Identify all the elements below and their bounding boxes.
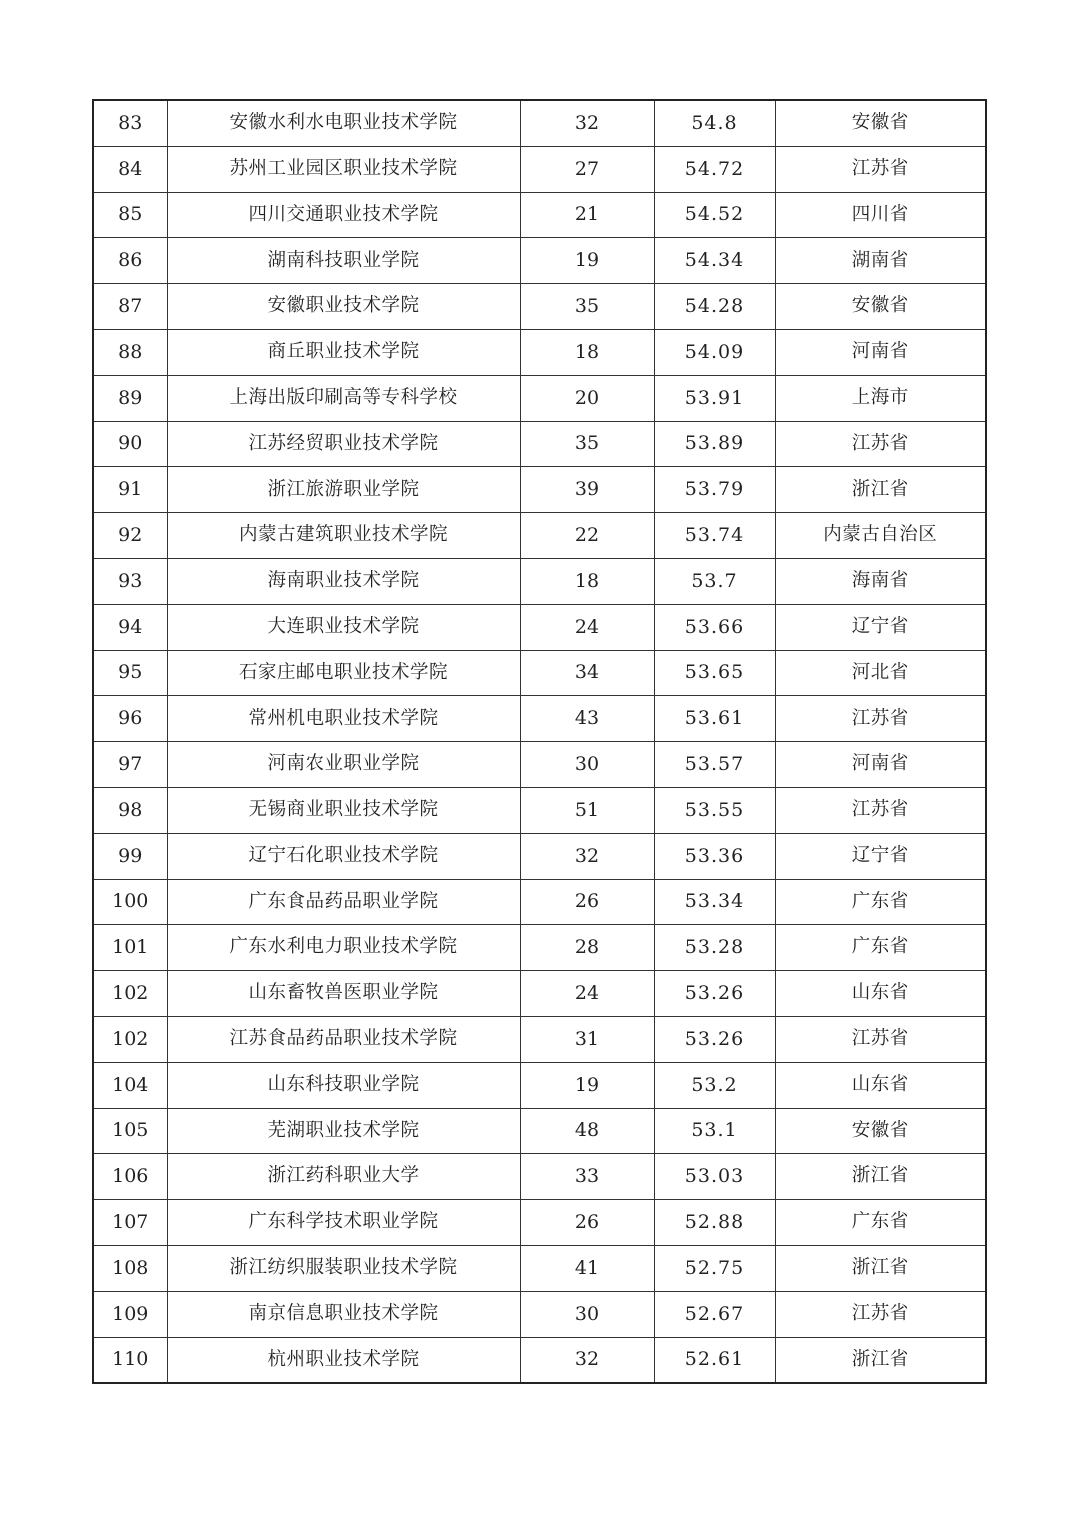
score-cell: 53.65 bbox=[654, 650, 775, 696]
score-cell: 53.1 bbox=[654, 1108, 775, 1154]
institution-name-cell: 商丘职业技术学院 bbox=[167, 329, 520, 375]
count-cell: 33 bbox=[520, 1154, 654, 1200]
rank-cell: 89 bbox=[93, 375, 167, 421]
count-cell: 21 bbox=[520, 192, 654, 238]
rank-cell: 102 bbox=[93, 1016, 167, 1062]
table-row bbox=[93, 971, 986, 1017]
rank-cell: 106 bbox=[93, 1154, 167, 1200]
score-cell: 54.8 bbox=[654, 100, 775, 146]
region-cell: 海南省 bbox=[775, 558, 986, 604]
region-cell: 安徽省 bbox=[775, 1108, 986, 1154]
count-cell: 22 bbox=[520, 513, 654, 559]
score-cell: 54.72 bbox=[654, 146, 775, 192]
rank-cell: 90 bbox=[93, 421, 167, 467]
table-row bbox=[93, 1337, 986, 1383]
score-cell: 54.52 bbox=[654, 192, 775, 238]
region-cell: 安徽省 bbox=[775, 100, 986, 146]
rank-cell: 104 bbox=[93, 1062, 167, 1108]
rank-cell: 100 bbox=[93, 879, 167, 925]
score-cell: 53.79 bbox=[654, 467, 775, 513]
count-cell: 51 bbox=[520, 787, 654, 833]
table-row bbox=[93, 146, 986, 192]
table-row bbox=[93, 421, 986, 467]
institution-name-cell: 石家庄邮电职业技术学院 bbox=[167, 650, 520, 696]
count-cell: 32 bbox=[520, 100, 654, 146]
region-cell: 湖南省 bbox=[775, 238, 986, 284]
table-row bbox=[93, 696, 986, 742]
institution-name-cell: 浙江旅游职业学院 bbox=[167, 467, 520, 513]
institution-name-cell: 江苏经贸职业技术学院 bbox=[167, 421, 520, 467]
count-cell: 24 bbox=[520, 604, 654, 650]
count-cell: 18 bbox=[520, 329, 654, 375]
institution-name-cell: 杭州职业技术学院 bbox=[167, 1337, 520, 1383]
table-row bbox=[93, 1200, 986, 1246]
region-cell: 广东省 bbox=[775, 1200, 986, 1246]
institution-name-cell: 江苏食品药品职业技术学院 bbox=[167, 1016, 520, 1062]
score-cell: 53.26 bbox=[654, 971, 775, 1017]
region-cell: 浙江省 bbox=[775, 1245, 986, 1291]
region-cell: 浙江省 bbox=[775, 1337, 986, 1383]
institution-name-cell: 广东水利电力职业技术学院 bbox=[167, 925, 520, 971]
rank-cell: 91 bbox=[93, 467, 167, 513]
rank-cell: 102 bbox=[93, 971, 167, 1017]
institution-name-cell: 芜湖职业技术学院 bbox=[167, 1108, 520, 1154]
score-cell: 53.55 bbox=[654, 787, 775, 833]
region-cell: 江苏省 bbox=[775, 696, 986, 742]
table-row bbox=[93, 833, 986, 879]
count-cell: 26 bbox=[520, 879, 654, 925]
count-cell: 24 bbox=[520, 971, 654, 1017]
institution-name-cell: 安徽职业技术学院 bbox=[167, 284, 520, 330]
rank-cell: 84 bbox=[93, 146, 167, 192]
table-row bbox=[93, 1062, 986, 1108]
rank-cell: 83 bbox=[93, 100, 167, 146]
score-cell: 54.09 bbox=[654, 329, 775, 375]
institution-name-cell: 湖南科技职业学院 bbox=[167, 238, 520, 284]
count-cell: 35 bbox=[520, 421, 654, 467]
table-row bbox=[93, 238, 986, 284]
score-cell: 52.67 bbox=[654, 1291, 775, 1337]
score-cell: 52.88 bbox=[654, 1200, 775, 1246]
table-row bbox=[93, 742, 986, 788]
region-cell: 安徽省 bbox=[775, 284, 986, 330]
rank-cell: 109 bbox=[93, 1291, 167, 1337]
table-row bbox=[93, 925, 986, 971]
count-cell: 19 bbox=[520, 238, 654, 284]
institution-name-cell: 四川交通职业技术学院 bbox=[167, 192, 520, 238]
score-cell: 53.28 bbox=[654, 925, 775, 971]
region-cell: 浙江省 bbox=[775, 1154, 986, 1200]
count-cell: 43 bbox=[520, 696, 654, 742]
region-cell: 江苏省 bbox=[775, 787, 986, 833]
count-cell: 39 bbox=[520, 467, 654, 513]
score-cell: 52.75 bbox=[654, 1245, 775, 1291]
ranking-table-body bbox=[93, 100, 986, 1383]
region-cell: 四川省 bbox=[775, 192, 986, 238]
institution-name-cell: 内蒙古建筑职业技术学院 bbox=[167, 513, 520, 559]
rank-cell: 97 bbox=[93, 742, 167, 788]
region-cell: 河北省 bbox=[775, 650, 986, 696]
region-cell: 江苏省 bbox=[775, 1291, 986, 1337]
count-cell: 19 bbox=[520, 1062, 654, 1108]
region-cell: 江苏省 bbox=[775, 146, 986, 192]
table-row bbox=[93, 1291, 986, 1337]
region-cell: 浙江省 bbox=[775, 467, 986, 513]
region-cell: 广东省 bbox=[775, 879, 986, 925]
institution-name-cell: 浙江药科职业大学 bbox=[167, 1154, 520, 1200]
institution-name-cell: 广东食品药品职业学院 bbox=[167, 879, 520, 925]
table-row bbox=[93, 1108, 986, 1154]
score-cell: 53.66 bbox=[654, 604, 775, 650]
table-row bbox=[93, 650, 986, 696]
ranking-table bbox=[92, 99, 987, 1384]
count-cell: 27 bbox=[520, 146, 654, 192]
region-cell: 内蒙古自治区 bbox=[775, 513, 986, 559]
institution-name-cell: 浙江纺织服装职业技术学院 bbox=[167, 1245, 520, 1291]
institution-name-cell: 无锡商业职业技术学院 bbox=[167, 787, 520, 833]
rank-cell: 99 bbox=[93, 833, 167, 879]
region-cell: 山东省 bbox=[775, 1062, 986, 1108]
region-cell: 山东省 bbox=[775, 971, 986, 1017]
region-cell: 河南省 bbox=[775, 742, 986, 788]
table-row bbox=[93, 375, 986, 421]
score-cell: 53.2 bbox=[654, 1062, 775, 1108]
institution-name-cell: 河南农业职业学院 bbox=[167, 742, 520, 788]
count-cell: 35 bbox=[520, 284, 654, 330]
table-row bbox=[93, 604, 986, 650]
rank-cell: 101 bbox=[93, 925, 167, 971]
count-cell: 18 bbox=[520, 558, 654, 604]
institution-name-cell: 苏州工业园区职业技术学院 bbox=[167, 146, 520, 192]
count-cell: 48 bbox=[520, 1108, 654, 1154]
table-row bbox=[93, 284, 986, 330]
institution-name-cell: 山东科技职业学院 bbox=[167, 1062, 520, 1108]
institution-name-cell: 海南职业技术学院 bbox=[167, 558, 520, 604]
region-cell: 江苏省 bbox=[775, 1016, 986, 1062]
region-cell: 辽宁省 bbox=[775, 604, 986, 650]
rank-cell: 86 bbox=[93, 238, 167, 284]
institution-name-cell: 上海出版印刷高等专科学校 bbox=[167, 375, 520, 421]
table-row bbox=[93, 100, 986, 146]
rank-cell: 92 bbox=[93, 513, 167, 559]
score-cell: 53.61 bbox=[654, 696, 775, 742]
table-row bbox=[93, 558, 986, 604]
rank-cell: 105 bbox=[93, 1108, 167, 1154]
table-row bbox=[93, 787, 986, 833]
score-cell: 53.57 bbox=[654, 742, 775, 788]
rank-cell: 88 bbox=[93, 329, 167, 375]
table-row bbox=[93, 329, 986, 375]
institution-name-cell: 南京信息职业技术学院 bbox=[167, 1291, 520, 1337]
score-cell: 53.89 bbox=[654, 421, 775, 467]
score-cell: 54.28 bbox=[654, 284, 775, 330]
rank-cell: 107 bbox=[93, 1200, 167, 1246]
count-cell: 41 bbox=[520, 1245, 654, 1291]
count-cell: 30 bbox=[520, 742, 654, 788]
count-cell: 26 bbox=[520, 1200, 654, 1246]
table-row bbox=[93, 192, 986, 238]
count-cell: 31 bbox=[520, 1016, 654, 1062]
count-cell: 28 bbox=[520, 925, 654, 971]
institution-name-cell: 广东科学技术职业学院 bbox=[167, 1200, 520, 1246]
institution-name-cell: 安徽水利水电职业技术学院 bbox=[167, 100, 520, 146]
region-cell: 河南省 bbox=[775, 329, 986, 375]
score-cell: 52.61 bbox=[654, 1337, 775, 1383]
score-cell: 53.34 bbox=[654, 879, 775, 925]
rank-cell: 93 bbox=[93, 558, 167, 604]
institution-name-cell: 大连职业技术学院 bbox=[167, 604, 520, 650]
region-cell: 辽宁省 bbox=[775, 833, 986, 879]
score-cell: 54.34 bbox=[654, 238, 775, 284]
rank-cell: 85 bbox=[93, 192, 167, 238]
rank-cell: 110 bbox=[93, 1337, 167, 1383]
table-row bbox=[93, 1245, 986, 1291]
rank-cell: 87 bbox=[93, 284, 167, 330]
rank-cell: 95 bbox=[93, 650, 167, 696]
institution-name-cell: 常州机电职业技术学院 bbox=[167, 696, 520, 742]
score-cell: 53.91 bbox=[654, 375, 775, 421]
rank-cell: 108 bbox=[93, 1245, 167, 1291]
count-cell: 30 bbox=[520, 1291, 654, 1337]
region-cell: 上海市 bbox=[775, 375, 986, 421]
table-row bbox=[93, 1154, 986, 1200]
count-cell: 32 bbox=[520, 833, 654, 879]
rank-cell: 98 bbox=[93, 787, 167, 833]
table-row bbox=[93, 467, 986, 513]
count-cell: 34 bbox=[520, 650, 654, 696]
rank-cell: 96 bbox=[93, 696, 167, 742]
table-row bbox=[93, 879, 986, 925]
table-row bbox=[93, 513, 986, 559]
rank-cell: 94 bbox=[93, 604, 167, 650]
institution-name-cell: 山东畜牧兽医职业学院 bbox=[167, 971, 520, 1017]
score-cell: 53.7 bbox=[654, 558, 775, 604]
region-cell: 江苏省 bbox=[775, 421, 986, 467]
score-cell: 53.36 bbox=[654, 833, 775, 879]
count-cell: 20 bbox=[520, 375, 654, 421]
region-cell: 广东省 bbox=[775, 925, 986, 971]
score-cell: 53.74 bbox=[654, 513, 775, 559]
count-cell: 32 bbox=[520, 1337, 654, 1383]
institution-name-cell: 辽宁石化职业技术学院 bbox=[167, 833, 520, 879]
table-row bbox=[93, 1016, 986, 1062]
score-cell: 53.03 bbox=[654, 1154, 775, 1200]
score-cell: 53.26 bbox=[654, 1016, 775, 1062]
